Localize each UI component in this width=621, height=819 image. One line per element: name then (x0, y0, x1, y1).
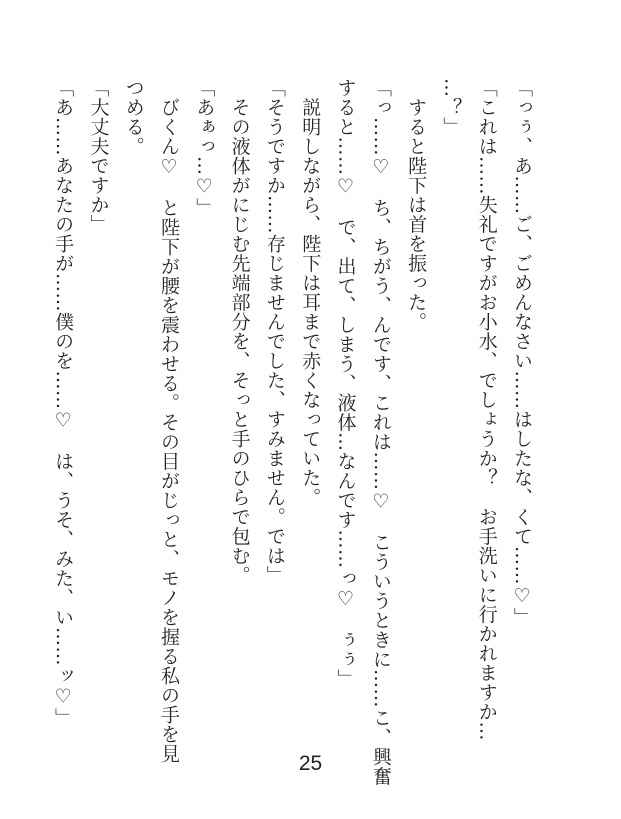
text-line-14: 「あ……あなたの手が……僕のを……♡ は、うそ、みた、い……ッ♡」 (52, 78, 75, 728)
text-line-8: 「そうですか……存じませんでした、すみません。では」 (263, 78, 286, 585)
text-line-13: 「大丈夫ですか」 (87, 78, 110, 234)
text-line-9: その液体がにじむ先端部分を、そっと手のひらで包む。 (228, 78, 251, 585)
text-line-6: すると……♡ で、出て、しまう、液体…なんです……っ♡ ぅぅ」 (334, 78, 357, 689)
text-line-12: つめる。 (122, 78, 145, 156)
text-line-10: 「あぁっ…♡」 (193, 78, 216, 218)
text-line-1: 「っぅ、あ……ご、ごめんなさい……はしたな、くて……♡」 (511, 78, 533, 627)
text-line-11: びくん♡ と陛下が腰を震わせる。その目がじっと、モノを握る私の手を見 (158, 78, 181, 764)
text-line-4: すると陛下は首を振った。 (405, 78, 428, 332)
text-line-5: 「っ……♡ ち、ちがう、んです、これは……♡ こういうときに……こ、興奮 (369, 78, 392, 786)
page-number: 25 (298, 752, 323, 775)
text-line-2: 「これは……失礼ですがお小水、でしょうか？ お手洗いに行かれますか… (475, 78, 498, 741)
text-line-7: 説明しながら、陛下は耳まで赤くなっていた。 (299, 78, 322, 507)
text-line-3: …？」 (440, 78, 463, 137)
